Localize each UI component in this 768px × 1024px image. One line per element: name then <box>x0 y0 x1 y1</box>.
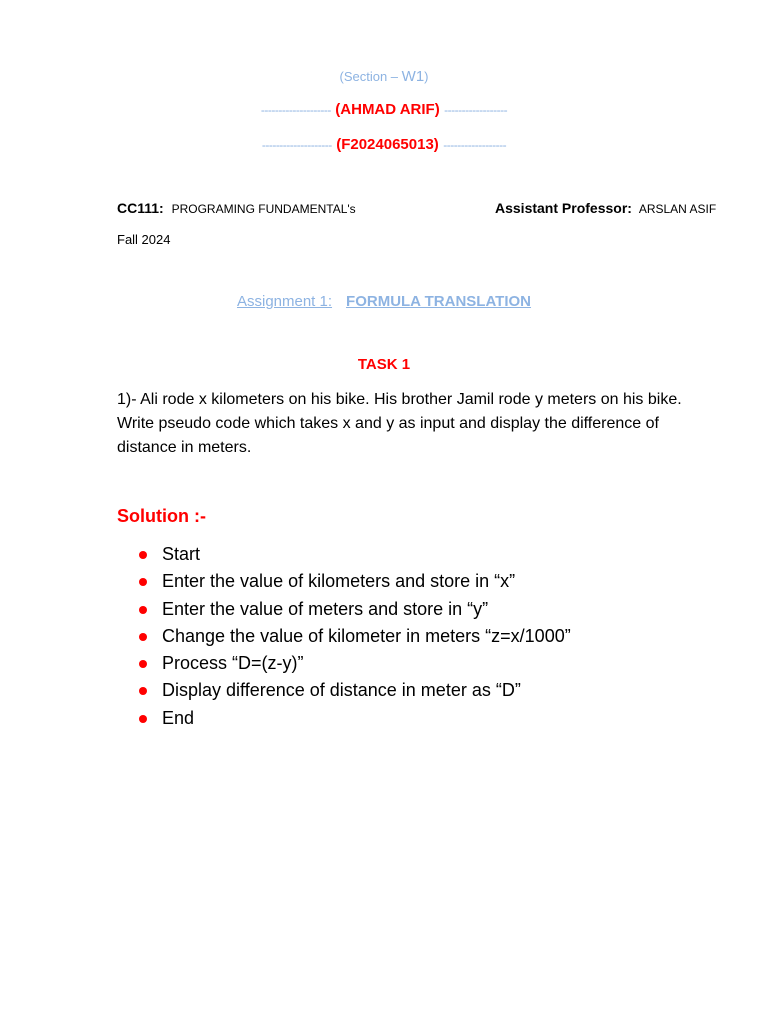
list-item <box>0 596 571 623</box>
professor-info <box>495 200 716 216</box>
step-text: Display difference of distance in meter as “D” <box>162 680 521 701</box>
term: Fall 2024 <box>117 232 171 247</box>
list-item <box>0 677 571 704</box>
assignment-label: Assignment 1: <box>236 293 333 310</box>
step-text: Process “D=(z-y)” <box>162 653 304 674</box>
dash-separator-left: -------------------- <box>260 103 331 117</box>
professor-name: ARSLAN ASIF <box>638 202 717 216</box>
section-suffix: ) <box>424 69 429 84</box>
step-text: Enter the value of meters and store in “y” <box>162 598 489 619</box>
step-text: End <box>162 707 195 728</box>
assignment-name: FORMULA TRANSLATION <box>346 293 532 310</box>
step-text: Start <box>162 544 201 564</box>
list-item <box>0 623 571 650</box>
step-text: Enter the value of kilometers and store in “x” <box>162 571 516 592</box>
dash-separator-right: ------------------ <box>444 103 508 117</box>
solution-heading: Solution :- <box>117 506 206 526</box>
bullet-icon <box>139 633 147 641</box>
student-name: (AHMAD ARIF) <box>335 101 440 118</box>
bullet-icon <box>139 660 147 668</box>
dash-separator-right: ------------------ <box>443 138 507 152</box>
section-prefix: (Section – <box>339 69 402 84</box>
bullet-icon <box>139 578 147 586</box>
student-id-line <box>0 136 768 154</box>
student-name-line <box>0 101 768 119</box>
list-item <box>0 541 571 568</box>
student-id: (F2024065013) <box>336 136 439 153</box>
step-text: Change the value of kilometer in meters “z=x/1000” <box>162 625 571 646</box>
assignment-title <box>0 293 768 310</box>
course-code: CC111: <box>117 200 164 216</box>
course-info <box>117 200 356 216</box>
bullet-icon <box>139 551 147 559</box>
task-description: 1)- Ali rode x kilometers on his bike. His brother Jamil rode y meters on his bike. Write pseudo code which takes x and y as input and display the difference of distance in meters. <box>117 391 682 456</box>
solution-steps-list <box>0 541 571 732</box>
dash-separator-left: -------------------- <box>261 138 332 152</box>
list-item <box>0 650 571 677</box>
bullet-icon <box>139 606 147 614</box>
course-name: PROGRAMING FUNDAMENTAL's <box>171 202 356 216</box>
bullet-icon <box>139 687 147 695</box>
task-heading: TASK 1 <box>357 356 411 373</box>
list-item <box>0 568 571 595</box>
bullet-icon <box>139 715 147 723</box>
list-item <box>0 705 571 732</box>
section-code: W1 <box>401 68 425 85</box>
section-line <box>0 68 768 85</box>
professor-label: Assistant Professor: <box>495 200 632 216</box>
